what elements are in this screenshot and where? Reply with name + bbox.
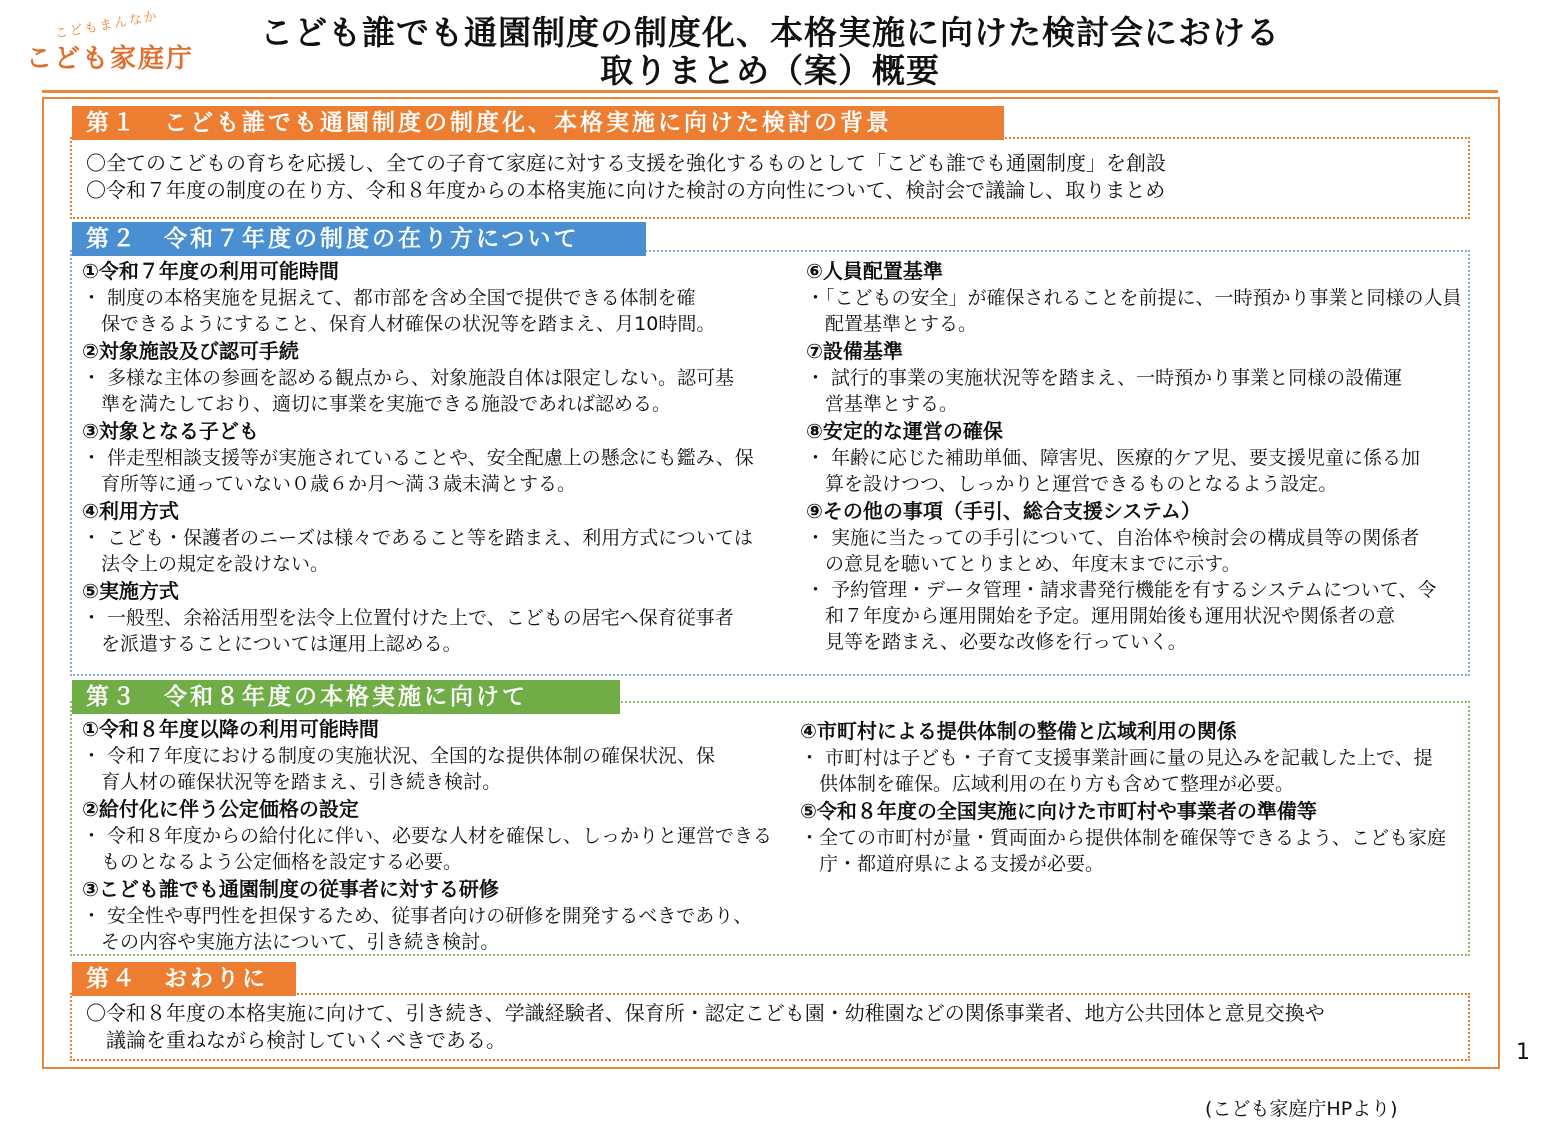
section-4-line: 〇令和８年度の本格実施に向けて、引き続き、学識経験者、保育所・認定こども園・幼稚園などの関係事業者、地方公共団体と意見交換や — [86, 1001, 1325, 1025]
item-text: を派遣することについては運用上認める。 — [82, 633, 462, 655]
item-text: ・ こども・保護者のニーズは様々であること等を踏まえ、利用方式については — [82, 527, 753, 549]
section-2-item — [806, 498, 1462, 655]
section-4-line: 議論を重ねながら検討していくべきである。 — [86, 1028, 506, 1052]
page-title — [190, 14, 1350, 90]
item-title: ⑥人員配置基準 — [806, 259, 943, 283]
section-2-right-column — [806, 258, 1462, 656]
item-text: ・ 伴走型相談支援等が実施されていることや、安全配慮上の懸念にも鑑み、保 — [82, 447, 754, 469]
page-number: 1 — [1516, 1040, 1530, 1065]
section-2-item — [82, 498, 754, 577]
item-text: 育所等に通っていない０歳６か月～満３歳未満とする。 — [82, 473, 577, 495]
item-text: 和７年度から運用開始を予定。運用開始後も運用状況や関係者の意 — [806, 605, 1396, 627]
item-title: ④利用方式 — [82, 499, 179, 523]
section-2-item — [82, 418, 754, 497]
item-text: 庁・都道府県による支援が必要。 — [800, 853, 1105, 875]
item-text: 営基準とする。 — [806, 393, 959, 415]
item-text: ・ 令和８年度からの給付化に伴い、必要な人材を確保し、しっかりと運営できる — [82, 825, 773, 847]
item-text: ものとなるよう公定価格を設定する必要。 — [82, 851, 463, 873]
page-title-line-1: こども誰でも通園制度の制度化、本格実施に向けた検討会における — [260, 13, 1280, 52]
item-text: ・ 多様な主体の参画を認める観点から、対象施設自体は限定しない。認可基 — [82, 367, 735, 389]
logo-tagline: こどもまんなか — [53, 8, 160, 42]
item-text: 法令上の規定を設けない。 — [82, 553, 330, 575]
logo-name: こども家庭庁 — [26, 44, 195, 74]
item-text: ・ 安全性や専門性を担保するため、従事者向けの研修を開発するべきであり、 — [82, 905, 753, 927]
item-text: ・全ての市町村が量・質両面から提供体制を確保等できるよう、こども家庭 — [800, 827, 1447, 849]
section-1-body — [86, 150, 1166, 204]
section-1-line: 〇全てのこどもの育ちを応援し、全ての子育て家庭に対する支援を強化するものとして「こども誰でも通園制度」を創設 — [86, 151, 1166, 175]
item-text: ・ 制度の本格実施を見据えて、都市部を含め全国で提供できる体制を確 — [82, 287, 696, 309]
item-title: ⑦設備基準 — [806, 339, 903, 363]
item-title: ⑤実施方式 — [82, 579, 179, 603]
item-text: ・ 市町村は子ども・子育て支援事業計画に量の見込みを記載した上で、提 — [800, 747, 1433, 769]
section-3-item — [82, 716, 772, 795]
item-title: ⑨その他の事項（手引、総合支援システム） — [806, 499, 1201, 523]
section-2-item — [806, 258, 1462, 337]
item-title: ②対象施設及び認可手続 — [82, 339, 299, 363]
item-title: ④市町村による提供体制の整備と広域利用の関係 — [800, 719, 1237, 743]
section-3-item — [800, 798, 1446, 877]
section-4-header: 第４ おわりに — [72, 962, 296, 996]
item-text: ・ 年齢に応じた補助単価、障害児、医療的ケア児、要支援児童に係る加 — [806, 447, 1421, 469]
item-title: ①令和７年度の利用可能時間 — [82, 259, 339, 283]
item-text: 見等を踏まえ、必要な改修を行っていく。 — [806, 631, 1187, 653]
item-text: 供体制を確保。広域利用の在り方も含めて整理が必要。 — [800, 773, 1295, 795]
section-3-left-column — [82, 716, 772, 956]
section-2-item — [82, 578, 754, 657]
section-3-right-column — [800, 718, 1446, 878]
item-text: ・ 予約管理・データ管理・請求書発行機能を有するシステムについて、令 — [806, 579, 1437, 601]
item-title: ②給付化に伴う公定価格の設定 — [82, 797, 359, 821]
item-text: 育人材の確保状況等を踏まえ、引き続き検討。 — [82, 771, 502, 793]
item-text: ・ 令和７年度における制度の実施状況、全国的な提供体制の確保状況、保 — [82, 745, 716, 767]
section-2-header: 第２ 令和７年度の制度の在り方について — [72, 222, 646, 256]
item-text: 準を満たしており、適切に事業を実施できる施設であれば認める。 — [82, 393, 672, 415]
item-title: ③対象となる子ども — [82, 419, 259, 443]
item-title: ③こども誰でも通園制度の従事者に対する研修 — [82, 877, 499, 901]
item-text: ・「こどもの安全」が確保されることを前提に、一時預かり事業と同様の人員 — [806, 287, 1462, 309]
item-text: ・ 試行的事業の実施状況等を踏まえ、一時預かり事業と同様の設備運 — [806, 367, 1403, 389]
item-text: の意見を聴いてとりまとめ、年度末までに示す。 — [806, 553, 1241, 575]
section-2-left-column — [82, 258, 754, 658]
section-2-item — [82, 258, 754, 337]
item-text: ・ 実施に当たっての手引について、自治体や検討会の構成員等の関係者 — [806, 527, 1420, 549]
item-text: 配置基準とする。 — [806, 313, 978, 335]
item-title: ①令和８年度以降の利用可能時間 — [82, 717, 379, 741]
item-text: その内容や実施方法について、引き続き検討。 — [82, 931, 500, 953]
section-4-body — [86, 1000, 1325, 1054]
section-3-item — [800, 718, 1446, 797]
section-1-line: 〇令和７年度の制度の在り方、令和８年度からの本格実施に向けた検討の方向性について、検討会で議論し、取りまとめ — [86, 178, 1166, 202]
title-divider — [42, 90, 1498, 93]
item-title: ⑧安定的な運営の確保 — [806, 419, 1003, 443]
item-text: 算を設けつつ、しっかりと運営できるものとなるよう設定。 — [806, 473, 1338, 495]
section-1-header: 第１ こども誰でも通園制度の制度化、本格実施に向けた検討の背景 — [72, 106, 1004, 140]
section-3-item — [82, 876, 772, 955]
section-3-header: 第３ 令和８年度の本格実施に向けて — [72, 680, 620, 714]
item-text: ・ 一般型、余裕活用型を法令上位置付けた上で、こどもの居宅へ保育従事者 — [82, 607, 734, 629]
section-2-item — [82, 338, 754, 417]
kodomo-katei-cho-logo — [26, 8, 196, 74]
source-note: (こども家庭庁HPより) — [1205, 1098, 1398, 1120]
item-title: ⑤令和８年度の全国実施に向けた市町村や事業者の準備等 — [800, 799, 1317, 823]
section-2-item — [806, 418, 1462, 497]
section-3-item — [82, 796, 772, 875]
section-2-item — [806, 338, 1462, 417]
item-text: 保できるようにすること、保育人材確保の状況等を踏まえ、月10時間。 — [82, 313, 716, 335]
page-title-line-2: 取りまとめ（案）概要 — [600, 51, 940, 90]
